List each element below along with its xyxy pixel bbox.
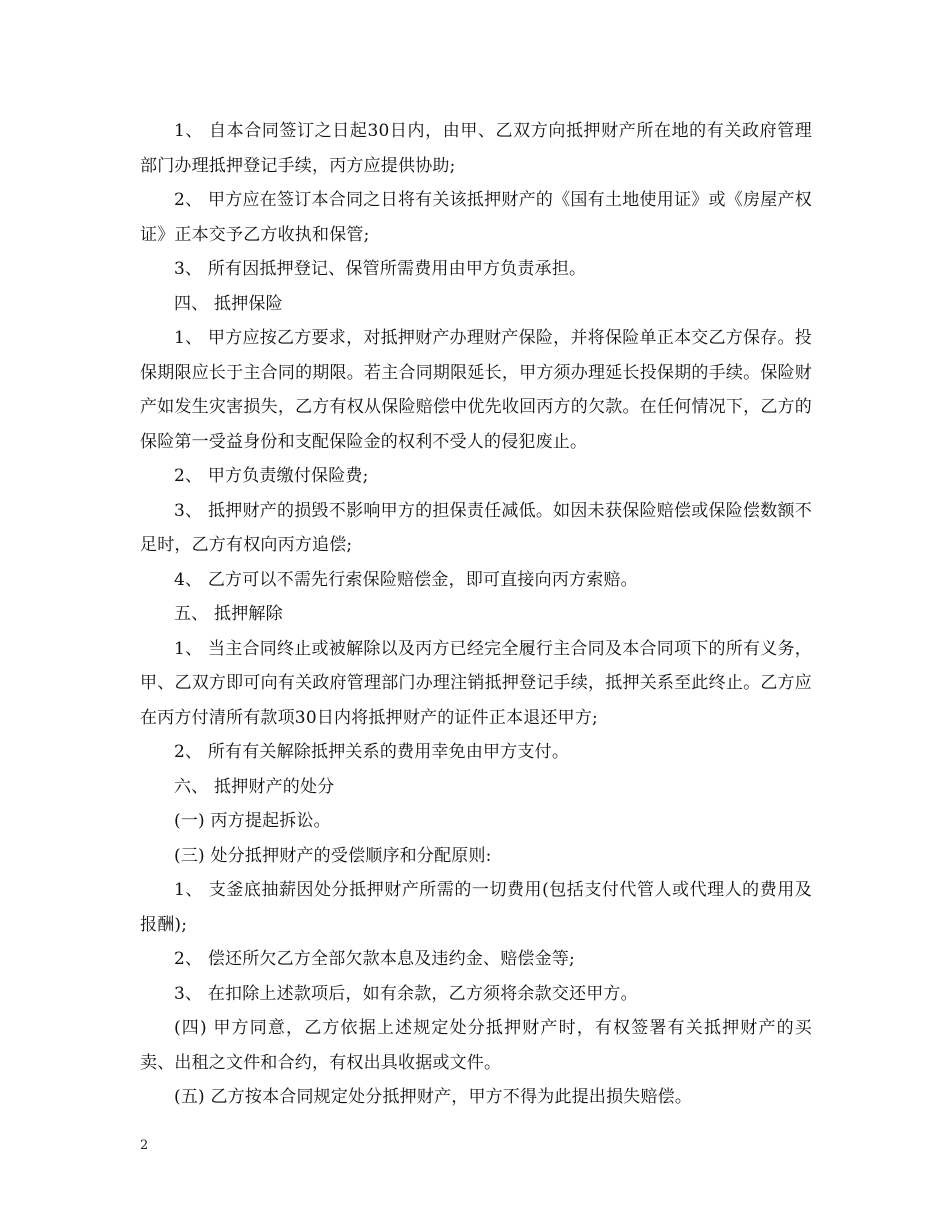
paragraph-18: (四) 甲方同意，乙方依据上述规定处分抵押财产时，有权签署有关抵押财产的买卖、出租之文件和合约，有权出具收据或文件。 [140, 1018, 812, 1073]
paragraph-17: 3、 在扣除上述款项后，如有余款，乙方须将余款交还甲方。 [174, 983, 638, 1004]
paragraph-3: 3、 所有因抵押登记、保管所需费用由甲方负责承担。 [174, 259, 587, 279]
section-heading-insurance: 四、 抵押保险 [174, 293, 283, 314]
paragraph-6: 2、 甲方负责缴付保险费; [174, 466, 369, 486]
paragraph-13: (一) 丙方提起拆讼。 [174, 811, 331, 831]
paragraph-19: (五) 乙方按本合同规定处分抵押财产，甲方不得为此提出损失赔偿。 [174, 1087, 693, 1107]
paragraph-14: (三) 处分抵押财产的受偿顺序和分配原则: [174, 845, 492, 866]
paragraph-11: 2、 所有有关解除抵押关系的费用幸免由甲方支付。 [174, 742, 570, 762]
paragraph-7: 3、 抵押财产的损毁不影响甲方的担保责任减低。如因未获保险赔偿或保险偿数额不足时，乙方有权向丙方追偿; [140, 500, 812, 555]
paragraph-2: 2、 甲方应在签订本合同之日将有关该抵押财产的《国有土地使用证》或《房屋产权证》正本交予乙方收执和保管; [140, 190, 812, 245]
paragraph-10: 1、 当主合同终止或被解除以及丙方已经完全履行主合同及本合同项下的所有义务，甲、乙双方即可向有关政府管理部门办理注销抵押登记手续，抵押关系至此终止。乙方应在丙方付清所有款项30日内将抵押财产的证件正本退还甲方; [140, 638, 812, 728]
page-number: 2 [140, 1138, 149, 1153]
section-heading-disposal: 六、 抵押财产的处分 [174, 776, 335, 797]
paragraph-16: 2、 偿还所欠乙方全部欠款本息及违约金、赔偿金等; [174, 949, 575, 969]
paragraph-8: 4、 乙方可以不需先行索保险赔偿金，即可直接向丙方索赔。 [174, 569, 638, 590]
paragraph-15: 1、 支釜底抽薪因处分抵押财产所需的一切费用(包括支付代管人或代理人的费用及报酬); [140, 880, 812, 935]
paragraph-5: 1、 甲方应按乙方要求，对抵押财产办理财产保险，并将保险单正本交乙方保存。投保期限应长于主合同的期限。若主合同期限延长，甲方须办理延长投保期的手续。保险财产如发生灾害损失，乙方有权从保险赔偿中优先收回丙方的欠款。在任何情况下，乙方的保险第一受益身份和支配保险金的权利不受人的侵犯废止。 [140, 328, 812, 452]
document-body [140, 114, 812, 1115]
section-heading-release: 五、 抵押解除 [174, 604, 283, 624]
paragraph-1: 1、 自本合同签订之日起30日内，由甲、乙双方向抵押财产所在地的有关政府管理部门办理抵押登记手续，丙方应提供协助; [140, 121, 812, 176]
